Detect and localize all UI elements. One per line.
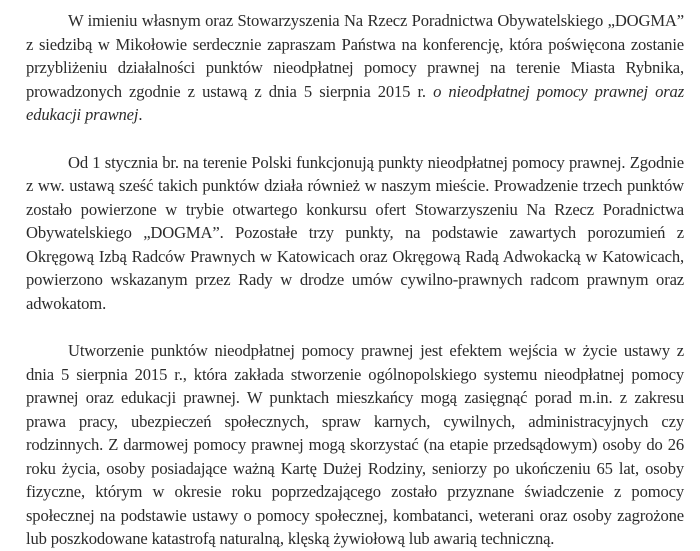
paragraph-points-info: Od 1 stycznia br. na terenie Polski funkcjonują punkty nieodpłatnej pomocy prawnej. Zgodnie z ww. ustawą sześć takich punktów działa również w naszym mieście. Prowadzenie trzech punktów zostało powierzone w trybie otwartego konkursu ofert Stowarzyszeniu Na Rzecz Poradnictwa Obywatelskiego „DOGMA”. Pozostałe trzy punkty, na podstawie zawartych porozumień z Okręgową Izbą Radców Prawnych w Katowicach oraz Okręgową Radą Adwokacką w Katowicach, powierzono wskazanym przez Rady w drodze umów cywilno-prawnych radcom prawnym oraz adwokatom. <box>26 152 684 313</box>
paragraph-invitation <box>26 9 684 127</box>
paragraph-invitation-end: . <box>138 105 143 124</box>
paragraph-invitation-text: W imieniu własnym oraz Stowarzyszenia Na Rzecz Poradnictwa Obywatelskiego „DOGMA” z siedzibą w Mikołowie serdecznie zapraszam Państwa na konferencję, która poświęcona zostanie przybliżeniu działalności punktów nieodpłatnej pomocy prawnej na terenie Miasta Rybnika, prowadzonych zgodnie z ustawą z dnia 5 sierpnia 2015 r. <box>26 11 684 101</box>
act-title-italic: o nieodpłatnej pomocy prawnej oraz edukacji prawnej <box>26 81 684 124</box>
document-page <box>26 9 684 551</box>
paragraph-eligibility: Utworzenie punktów nieodpłatnej pomocy prawnej jest efektem wejścia w życie ustawy z dnia 5 sierpnia 2015 r., która zakłada stworzenie ogólnopolskiego systemu nieodpłatnej pomocy prawnej oraz edukacji prawnej. W punktach mieszkańcy mogą zasięgnąć porad m.in. z zakresu prawa pracy, ubezpieczeń społecznych, spraw karnych, cywilnych, administracyjnych czy rodzinnych. Z darmowej pomocy prawnej mogą skorzystać (na etapie przedsądowym) osoby do 26 roku życia, osoby posiadające ważną Kartę Dużej Rodziny, seniorzy po ukończeniu 65 lat, osoby fizyczne, którym w okresie roku poprzedzającego zostało przyznane świadczenie z pomocy społecznej na podstawie ustawy o pomocy społecznej, kombatanci, weterani oraz osoby zagrożone lub poszkodowane katastrofą naturalną, klęską żywiołową lub awarią techniczną. <box>26 341 684 548</box>
